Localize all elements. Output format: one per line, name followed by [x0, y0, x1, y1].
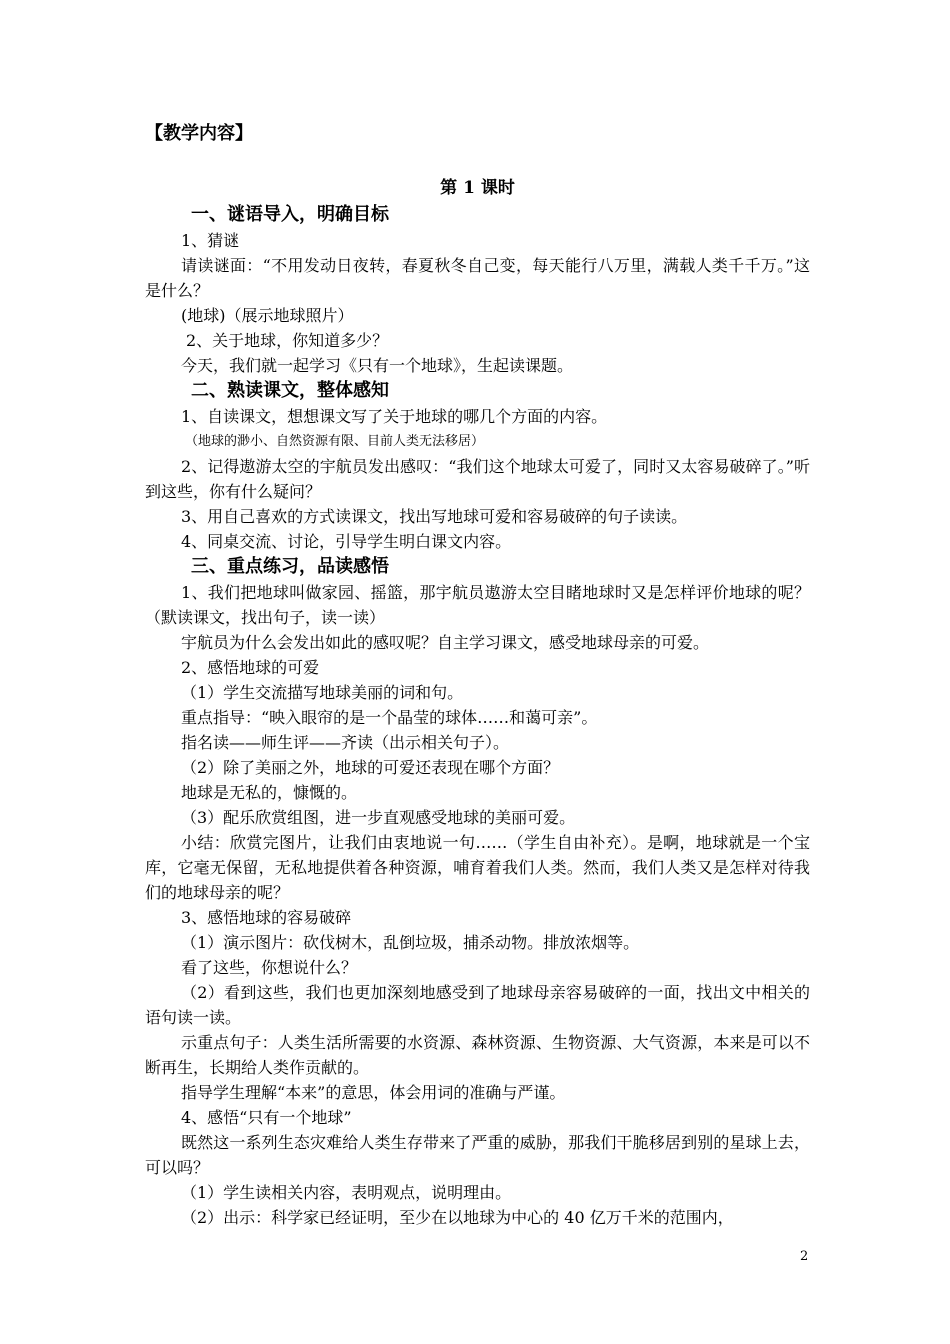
- paragraph: 3、感悟地球的容易破碎: [181, 908, 352, 927]
- paragraph: 今天，我们就一起学习《只有一个地球》，生起读课题。: [181, 356, 574, 375]
- paragraph: 请读谜面：“不用发动日夜转，春夏秋冬自己变，每天能行八万里，满载人类千千万。”这是什么？: [145, 256, 810, 300]
- paragraph: （1）学生交流描写地球美丽的词和句。: [181, 683, 464, 702]
- paragraph: 1、我们把地球叫做家园、摇篮，那宇航员遨游太空目睹地球时又是怎样评价地球的呢？（默读课文，找出句子，读一读）: [145, 583, 810, 627]
- paragraph: （2）出示：科学家已经证明，至少在以地球为中心的 40 亿万千米的范围内，: [181, 1208, 734, 1227]
- paragraph: 示重点句子：人类生活所需要的水资源、森林资源、生物资源、大气资源，本来是可以不断再生，长期给人类作贡献的。: [145, 1033, 810, 1077]
- paragraph: 4、感悟“只有一个地球”: [181, 1108, 352, 1127]
- paragraph: 2、记得遨游太空的宇航员发出感叹：“我们这个地球太可爱了，同时又太容易破碎了。”听到这些，你有什么疑问？: [145, 457, 810, 501]
- paragraph-note: （地球的渺小、自然资源有限、目前人类无法移居）: [185, 434, 485, 449]
- section-heading-teaching-content: 【教学内容】: [145, 123, 253, 144]
- paragraph: 1、自读课文，想想课文写了关于地球的哪几个方面的内容。: [181, 407, 608, 426]
- paragraph: 1、猜谜: [181, 231, 240, 250]
- paragraph: 地球是无私的，慷慨的。: [181, 783, 358, 802]
- paragraph: 3、用自己喜欢的方式读课文，找出写地球可爱和容易破碎的句子读读。: [181, 507, 688, 526]
- paragraph: 看了这些，你想说什么？: [181, 958, 358, 977]
- paragraph: 4、同桌交流、讨论，引导学生明白课文内容。: [181, 532, 512, 551]
- paragraph: 重点指导：“映入眼帘的是一个晶莹的球体……和蔼可亲”。: [181, 708, 598, 727]
- section-title-3: 三、重点练习，品读感悟: [191, 556, 389, 577]
- paragraph: 指导学生理解“本来”的意思，体会用词的准确与严谨。: [181, 1083, 566, 1102]
- paragraph: （3）配乐欣赏组图，进一步直观感受地球的美丽可爱。: [181, 808, 576, 827]
- paragraph: 2、关于地球，你知道多少？: [186, 331, 389, 350]
- paragraph: （1）演示图片：砍伐树木，乱倒垃圾，捕杀动物。排放浓烟等。: [181, 933, 640, 952]
- lesson-title: 第 1 课时: [440, 178, 515, 198]
- section-title-2: 二、熟读课文，整体感知: [191, 380, 389, 401]
- section-title-1: 一、谜语导入，明确目标: [191, 204, 389, 225]
- paragraph: （1）学生读相关内容，表明观点，说明理由。: [181, 1183, 512, 1202]
- paragraph: 2、感悟地球的可爱: [181, 658, 320, 677]
- paragraph: （2）看到这些，我们也更加深刻地感受到了地球母亲容易破碎的一面，找出文中相关的语句读一读。: [145, 983, 810, 1027]
- paragraph: 小结：欣赏完图片，让我们由衷地说一句……（学生自由补充）。是啊，地球就是一个宝库，它毫无保留，无私地提供着各种资源，哺育着我们人类。然而，我们人类又是怎样对待我们的地球母亲的呢？: [145, 833, 810, 902]
- page-number: 2: [800, 1249, 809, 1264]
- paragraph: （2）除了美丽之外，地球的可爱还表现在哪个方面？: [181, 758, 560, 777]
- paragraph: 宇航员为什么会发出如此的感叹呢？自主学习课文，感受地球母亲的可爱。: [181, 633, 710, 652]
- paragraph: (地球)（展示地球照片）: [181, 306, 354, 325]
- paragraph: 指名读——师生评——齐读（出示相关句子）。: [181, 733, 510, 752]
- document-body: [145, 116, 810, 1230]
- paragraph: 既然这一系列生态灾难给人类生存带来了严重的威胁，那我们干脆移居到别的星球上去，可以吗？: [145, 1133, 810, 1177]
